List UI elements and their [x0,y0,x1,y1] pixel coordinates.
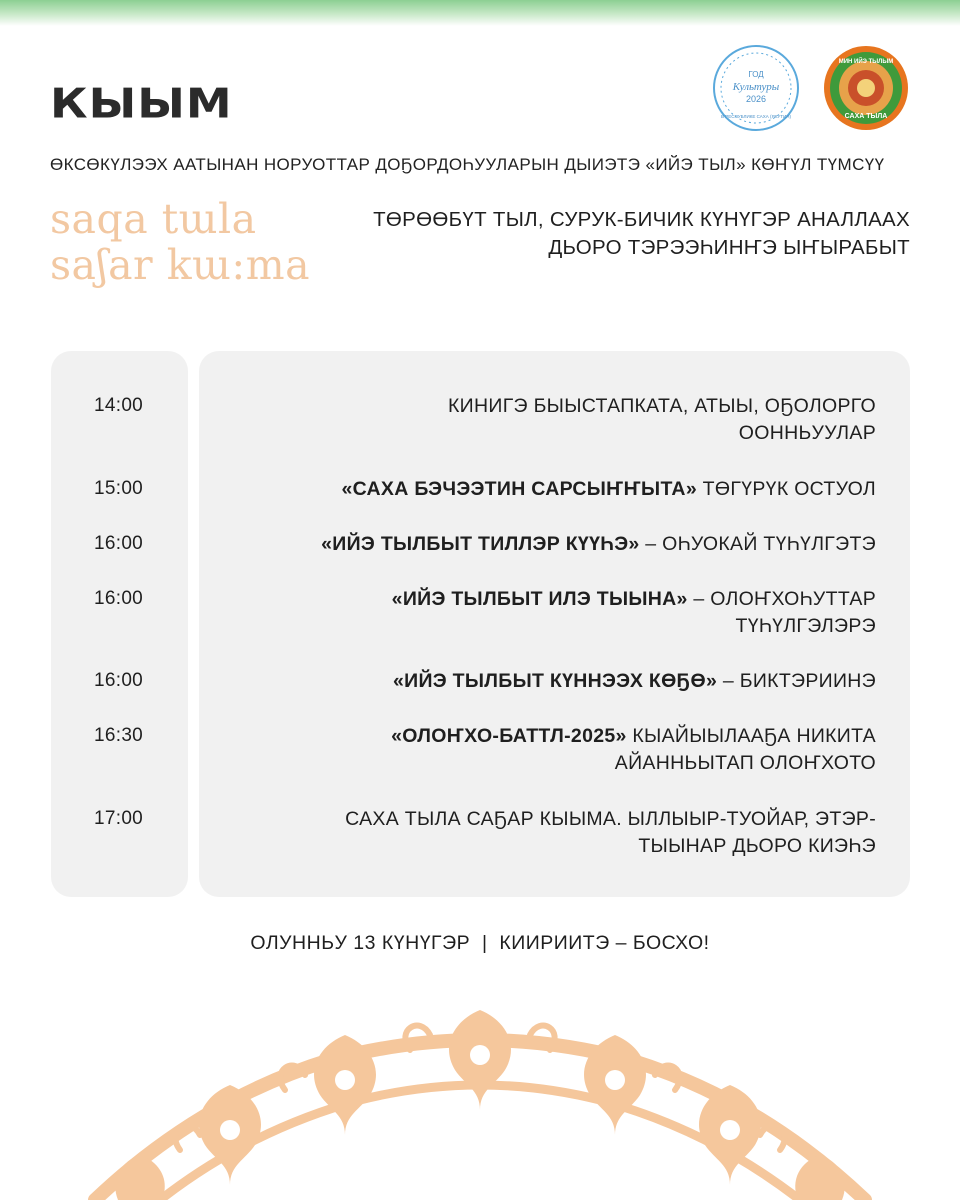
event-text: САХА ТЫЛА САҔАР КЫЫМА. ЫЛЛЫЫР-ТУОЙАР, ЭТЭР- [345,808,876,830]
event-text: КЫАЙЫЫЛААҔА НИКИТА [626,725,876,747]
event-title: «ИЙЭ ТЫЛБЫТ ТИЛЛЭР КҮҮҺЭ» [321,533,640,555]
headline-line-2: ДЬОРО ТЭРЭЭҺИНҤЭ ЫҤЫРАБЫТ [548,236,910,259]
event-text-cont: ООННЬУУЛАР [738,422,876,444]
top-gradient-band [0,0,960,26]
event-text-cont: АЙАННЬЫТАП ОЛОҤХОТО [614,752,876,774]
event-text: ТӨГҮРҮК ОСТУОЛ [696,478,876,500]
event-title: «ИЙЭ ТЫЛБЫТ КҮННЭЭХ КӨҔӨ» [393,670,718,692]
slogan-line-1: saqa tɯla [50,195,257,243]
schedule-time: 16:00 [94,670,144,691]
svg-text:САХА ТЫЛА: САХА ТЫЛА [844,113,888,120]
schedule-event [240,393,876,447]
svg-text:МИН ИЙЭ ТЫЛЫМ: МИН ИЙЭ ТЫЛЫМ [838,59,894,65]
svg-text:2026: 2026 [745,94,767,104]
event-title: «САХА БЭЧЭЭТИН САРСЫҤҤЫТА» [341,478,697,500]
schedule-event [240,806,876,860]
sakha-ornament-icon [0,990,960,1200]
year-of-culture-emblem [712,44,800,132]
event-text: – БИКТЭРИИНЭ [717,670,876,692]
event-text-cont: ТҮҺҮЛГЭЛЭРЭ [735,615,876,637]
svg-text:Культуры: Культуры [732,81,780,93]
slogan-line-2: saʃar kɯ:ma [50,241,311,289]
schedule-time: 15:00 [94,478,144,499]
schedule-event [240,476,876,503]
event-text-cont: ТЫЫНАР ДЬОРО КИЭҺЭ [638,835,876,857]
svg-text:В РЕСПУБЛИКЕ САХА (ЯКУТИЯ): В РЕСПУБЛИКЕ САХА (ЯКУТИЯ) [720,114,792,119]
event-title: «ИЙЭ ТЫЛБЫТ ИЛЭ ТЫЫНА» [391,588,688,610]
event-text: – ОҺУОКАЙ ТҮҺҮЛГЭТЭ [639,533,876,555]
schedule-event [240,668,876,695]
native-language-icon [822,44,910,132]
organizer-subtitle: ӨКСӨКҮЛЭЭХ ААТЫНАН НОРУОТТАР ДОҔОРДОҺУУЛАРЫН ДЫИЭТЭ «ИЙЭ ТЫЛ» КӨҤҮЛ ТҮМСҮҮ [50,155,885,174]
schedule-time: 17:00 [94,808,144,829]
event-text: – ОЛОҤХОҺУТТАР [687,588,876,610]
schedule-event [240,531,876,558]
schedule-event [240,723,876,777]
my-native-language-emblem [822,44,910,132]
year-of-culture-icon [712,44,800,132]
event-title: «ОЛОҤХО-БАТТЛ-2025» [391,725,627,747]
event-text: КИНИГЭ БЫЫСТАПКАТА, АТЫЫ, ОҔОЛОРГО [448,395,876,417]
schedule-time: 16:30 [94,725,144,746]
invitation-headline [330,206,910,262]
date-and-entry-note: ОЛУННЬУ 13 КҮНҮГЭР | КИИРИИТЭ – БОСХО! [250,932,710,954]
brand-logo: КЫЫМ [50,78,233,128]
schedule-event [240,586,876,640]
schedule-time: 16:00 [94,588,144,609]
schedule-time: 16:00 [94,533,144,554]
slogan [50,196,370,288]
schedule-time: 14:00 [94,395,144,416]
svg-text:ГОД: ГОД [748,70,764,79]
headline-line-1: ТӨРӨӨБҮТ ТЫЛ, СУРУК-БИЧИК КҮНҮГЭР АНАЛЛААХ [373,208,910,231]
